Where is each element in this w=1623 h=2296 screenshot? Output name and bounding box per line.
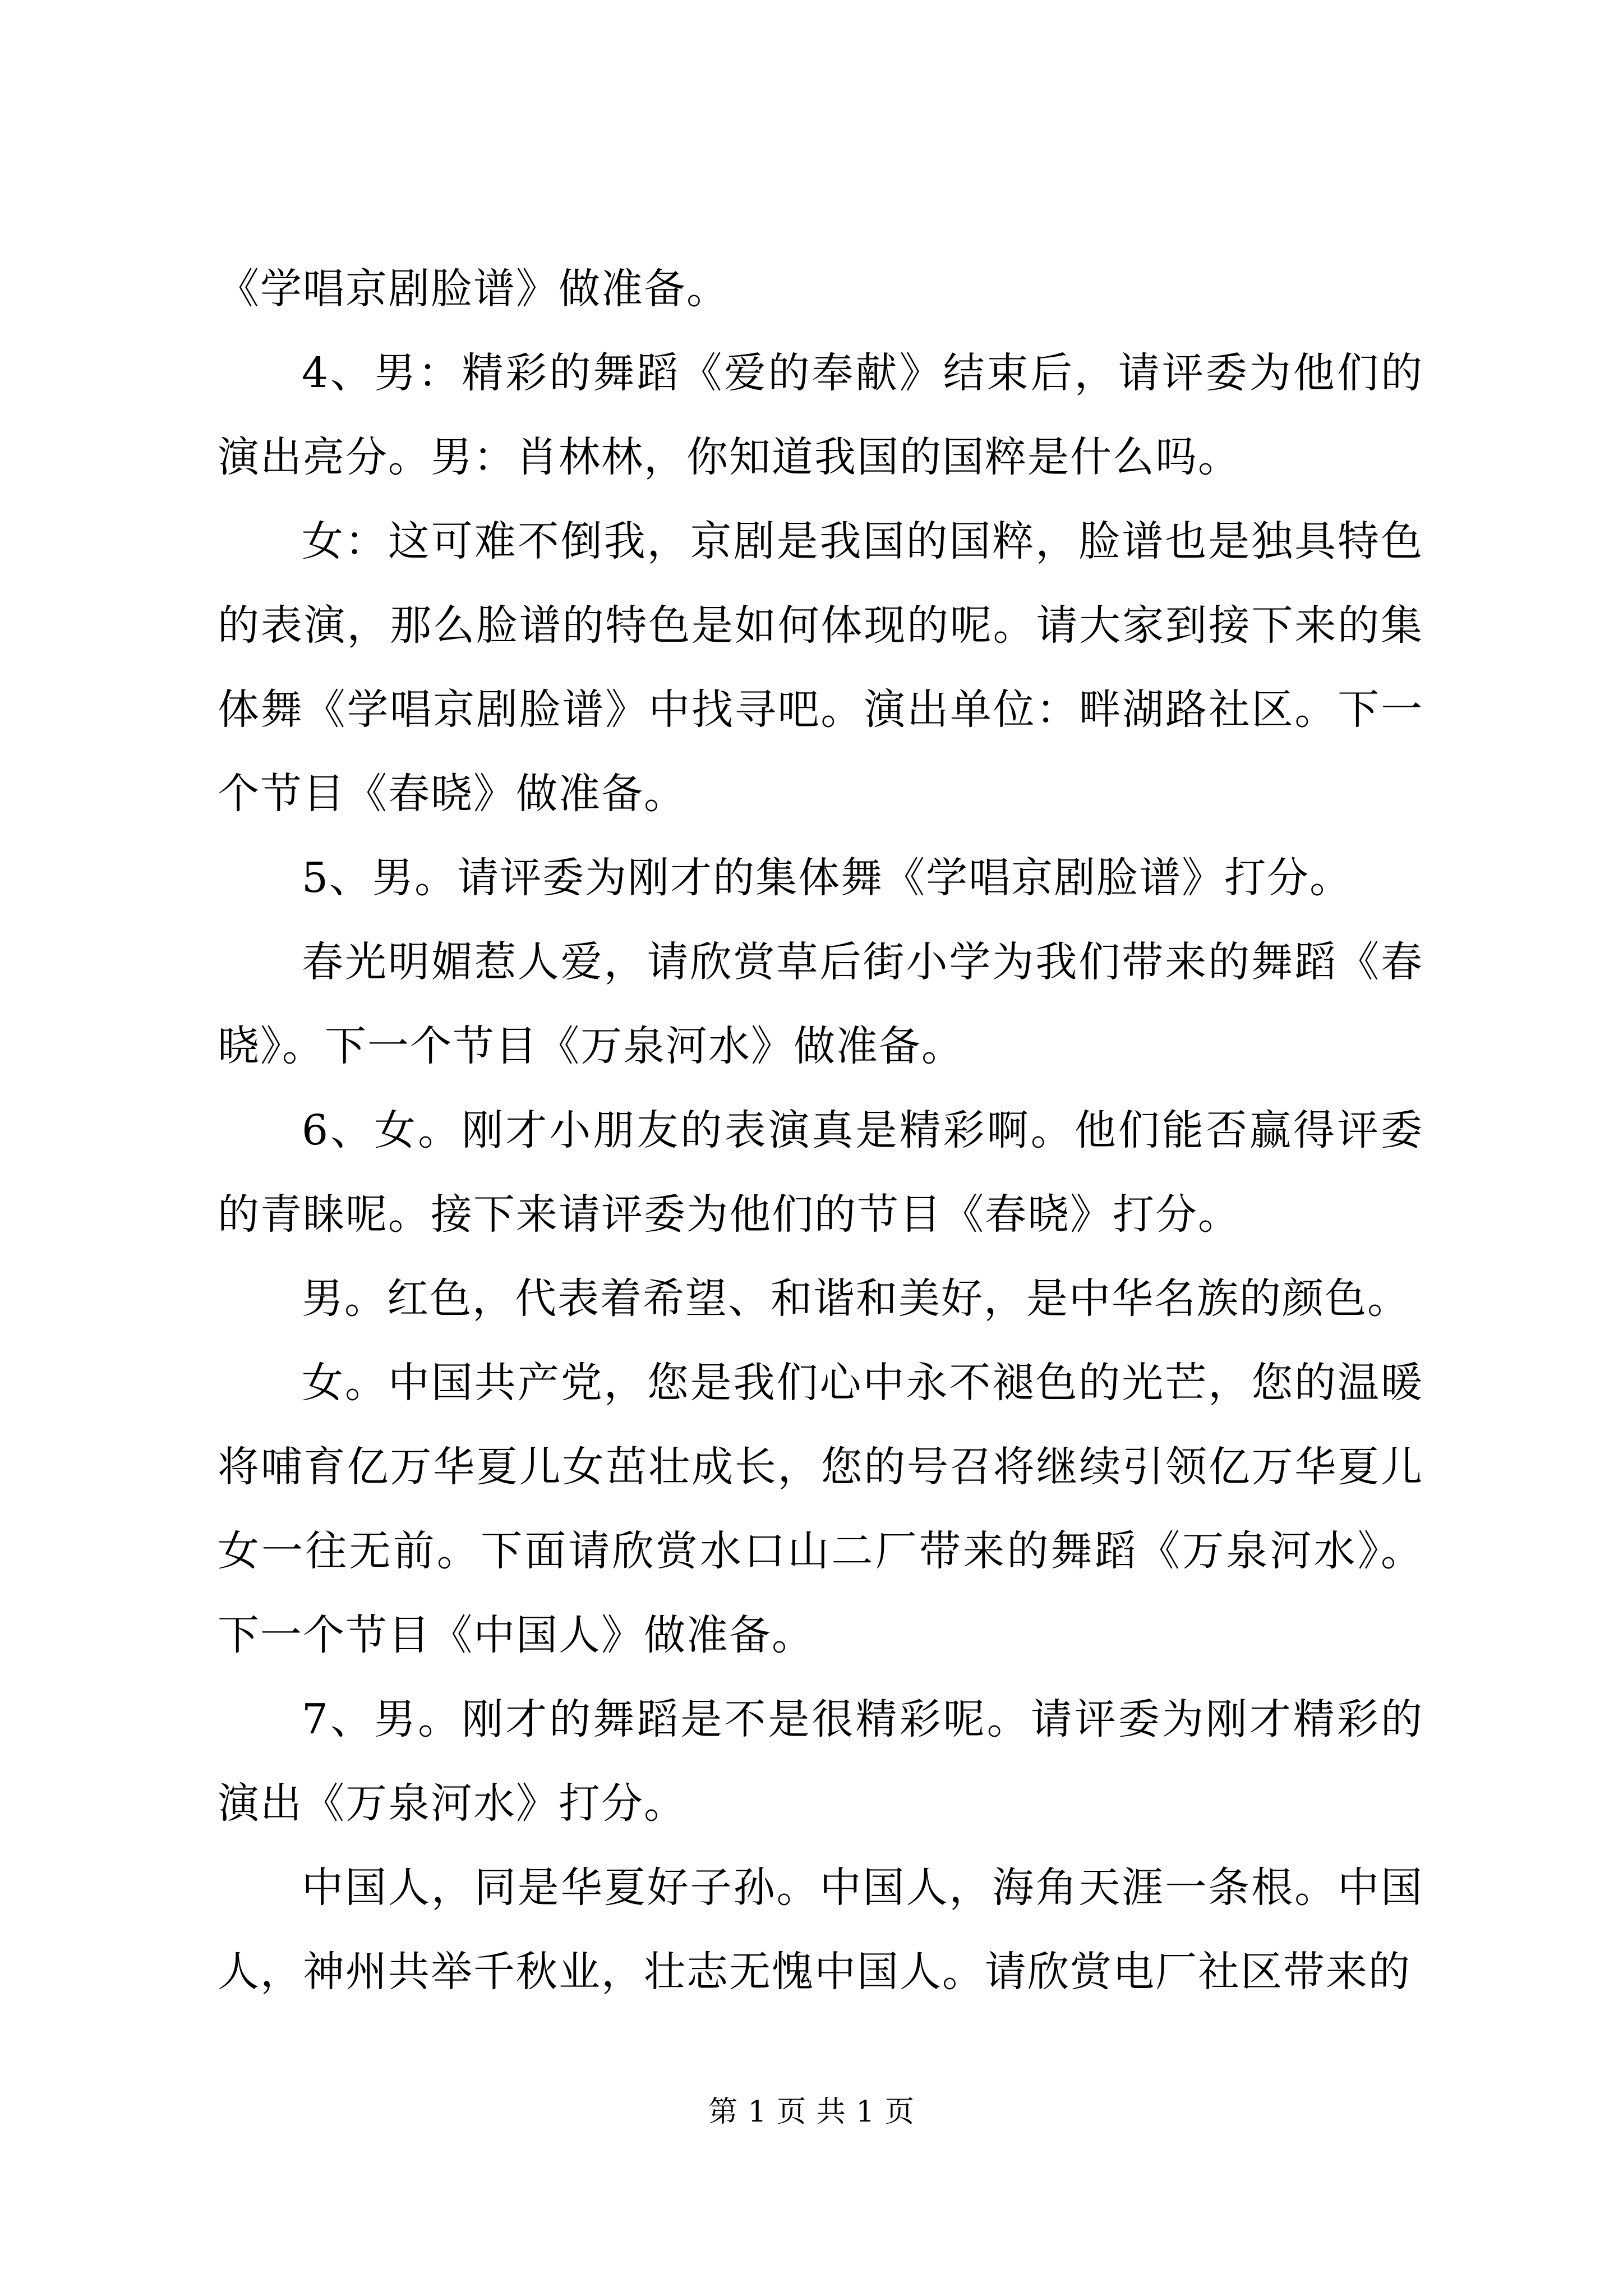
paragraph-zhongguoren: 中国人，同是华夏好子孙。中国人，海角天涯一条根。中国人，神州共举千秋业，壮志无愧中国人。请欣赏电厂社区带来的 — [218, 1864, 1423, 1996]
paragraph-item-5: 5、男。请评委为刚才的集体舞《学唱京剧脸谱》打分。 — [302, 854, 1353, 902]
paragraph-chunxiao: 春光明媚惹人爱，请欣赏草后街小学为我们带来的舞蹈《春晓》。下一个节目《万泉河水》做准备。 — [218, 938, 1423, 1070]
paragraph-female-jingju: 女：这可难不倒我，京剧是我国的国粹，脸谱也是独具特色的表演，那么脸谱的特色是如何体现的呢。请大家到接下来的集体舞《学唱京剧脸谱》中找寻吧。演出单位：畔湖路社区。下一个节目《春晓》做准备。 — [218, 517, 1423, 818]
page-number-label: 第 1 页 共 1 页 — [708, 2095, 915, 2129]
page-footer — [0, 2090, 1623, 2134]
paragraph-item-6: 6、女。刚才小朋友的表演真是精彩啊。他们能否赢得评委的青睐呢。接下来请评委为他们的节目《春晓》打分。 — [218, 1106, 1423, 1239]
paragraph-female-party: 女。中国共产党，您是我们心中永不褪色的光芒，您的温暖将哺育亿万华夏儿女茁壮成长，您的号召将继续引领亿万华夏儿女一往无前。下面请欣赏水口山二厂带来的舞蹈《万泉河水》。下一个节目《中国人》做准备。 — [218, 1359, 1423, 1659]
paragraph-continuation: 《学唱京剧脸谱》做准备。 — [218, 265, 729, 313]
paragraph-item-7: 7、男。刚才的舞蹈是不是很精彩呢。请评委为刚才精彩的演出《万泉河水》打分。 — [218, 1695, 1423, 1828]
document-body — [218, 247, 1423, 2014]
paragraph-male-red: 男。红色，代表着希望、和谐和美好，是中华名族的颜色。 — [302, 1274, 1410, 1323]
paragraph-item-4: 4、男：精彩的舞蹈《爱的奉献》结束后，请评委为他们的演出亮分。男：肖林林，你知道我国的国粹是什么吗。 — [218, 349, 1423, 481]
